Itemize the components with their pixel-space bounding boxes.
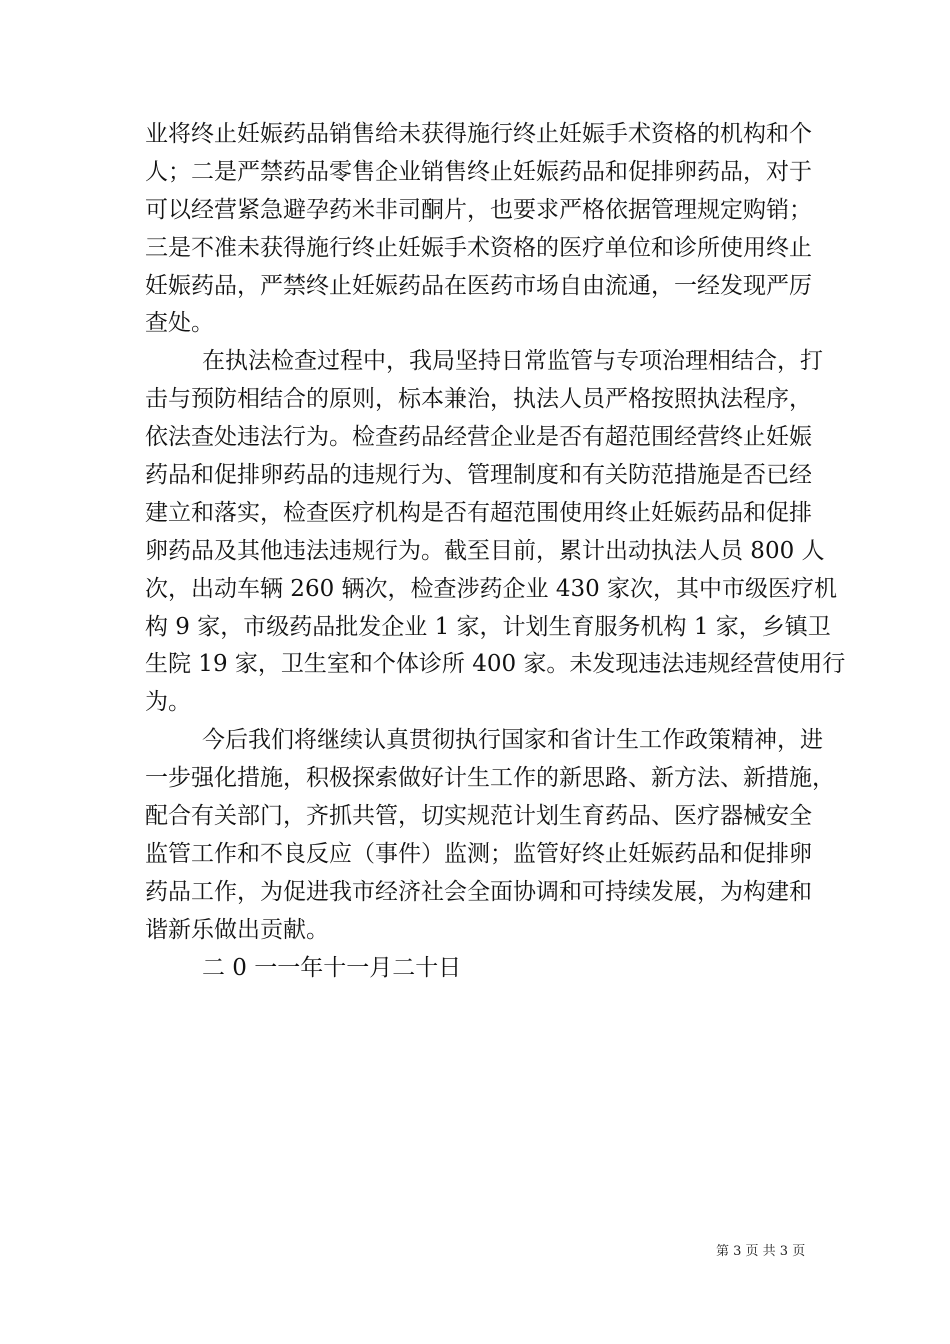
- text-line: 谐新乐做出贡献。: [145, 916, 329, 943]
- text-line: 监管工作和不良反应（事件）监测；监管好终止妊娠药品和促排卵: [145, 840, 812, 867]
- text-line: 卵药品及其他违法违规行为。截至目前，累计出动执法人员 800 人: [145, 537, 825, 564]
- text-line: 查处。: [145, 310, 214, 337]
- text-line: 配合有关部门，齐抓共管，切实规范计划生育药品、医疗器械安全: [145, 803, 812, 830]
- text-line: 击与预防相结合的原则，标本兼治，执法人员严格按照执法程序，: [145, 386, 812, 413]
- text-line: 构 9 家，市级药品批发企业 1 家，计划生育服务机构 1 家，乡镇卫: [145, 613, 831, 640]
- text-line: 三是不准未获得施行终止妊娠手术资格的医疗单位和诊所使用终止: [145, 234, 812, 261]
- text-line: 依法查处违法行为。检查药品经营企业是否有超范围经营终止妊娠: [145, 424, 812, 451]
- text-line: 建立和落实，检查医疗机构是否有超范围使用终止妊娠药品和促排: [145, 499, 812, 526]
- text-line: 妊娠药品，严禁终止妊娠药品在医药市场自由流通，一经发现严厉: [145, 272, 812, 299]
- paragraph-start-line: 在执法检查过程中，我局坚持日常监管与专项治理相结合，打: [202, 348, 823, 375]
- text-line: 为。: [145, 689, 191, 716]
- text-line: 药品工作，为促进我市经济社会全面协调和可持续发展，为构建和: [145, 878, 812, 905]
- body-text: [145, 116, 846, 987]
- date-line: 二 0 一一年十一月二十日: [202, 954, 462, 981]
- text-line: 业将终止妊娠药品销售给未获得施行终止妊娠手术资格的机构和个: [145, 121, 812, 147]
- text-line: 一步强化措施，积极探索做好计生工作的新思路、新方法、新措施，: [145, 765, 835, 792]
- text-line: 药品和促排卵药品的违规行为、管理制度和有关防范措施是否已经: [145, 462, 812, 489]
- text-line: 次，出动车辆 260 辆次，检查涉药企业 430 家次，其中市级医疗机: [145, 575, 838, 602]
- page-number-footer: 第 3 页 共 3 页: [716, 1244, 806, 1259]
- paragraph-start-line: 今后我们将继续认真贯彻执行国家和省计生工作政策精神，进: [202, 727, 823, 754]
- text-line: 人；二是严禁药品零售企业销售终止妊娠药品和促排卵药品，对于: [145, 158, 812, 185]
- text-line: 生院 19 家，卫生室和个体诊所 400 家。未发现违法违规经营使用行: [145, 651, 846, 678]
- text-line: 可以经营紧急避孕药米非司酮片，也要求严格依据管理规定购销；: [145, 196, 812, 223]
